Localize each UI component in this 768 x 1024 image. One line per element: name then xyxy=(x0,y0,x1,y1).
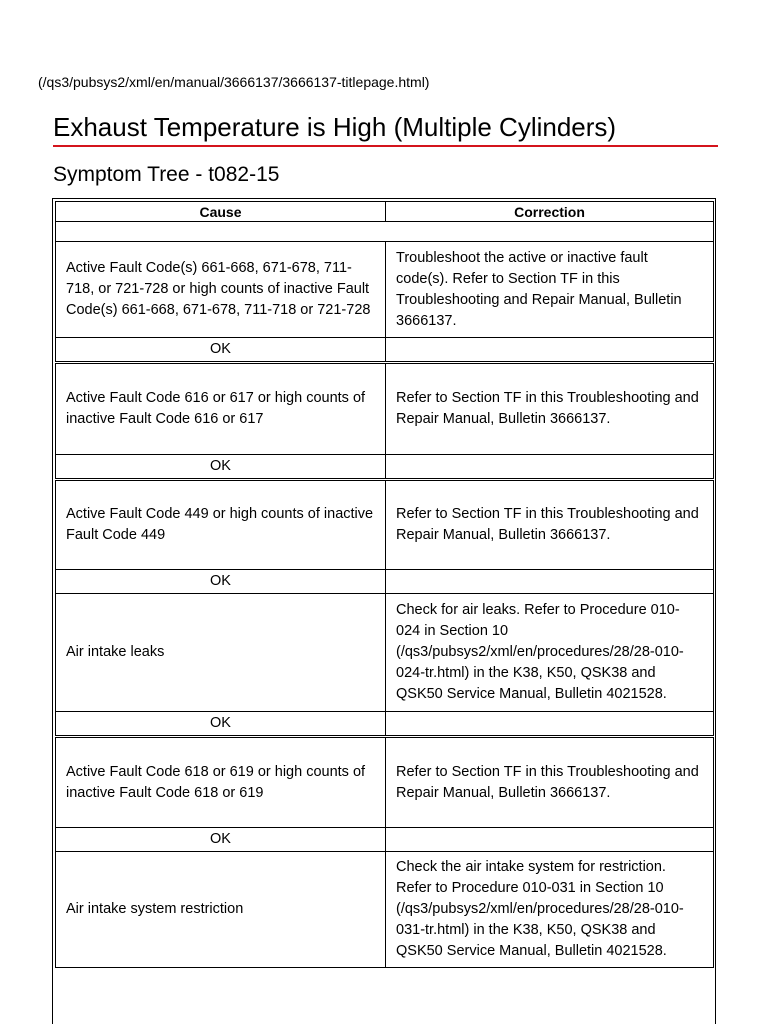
correction-cell: Refer to Section TF in this Troubleshooting and Repair Manual, Bulletin 3666137. xyxy=(386,481,714,570)
cause-cell: Active Fault Code 616 or 617 or high counts of inactive Fault Code 616 or 617 xyxy=(56,364,386,455)
empty-cell xyxy=(386,828,714,852)
correction-cell: Refer to Section TF in this Troubleshooting and Repair Manual, Bulletin 3666137. xyxy=(386,364,714,455)
table-header-row xyxy=(56,202,714,222)
ok-row xyxy=(56,828,714,852)
empty-cell xyxy=(386,338,714,362)
ok-row xyxy=(56,570,714,594)
correction-cell: Check the air intake system for restriction. Refer to Procedure 010-031 in Section 10 (/qs3/pubsys2/xml/en/procedures/28/28-010-031-tr.html) in the K38, K50, QSK38 and QSK50 Service Manual, Bulletin 4021528. xyxy=(386,852,714,968)
cause-cell: Active Fault Code(s) 661-668, 671-678, 711-718, or 721-728 or high counts of inactive Fault Code(s) 661-668, 671-678, 711-718 or 721-728 xyxy=(56,242,386,338)
cause-column-header: Cause xyxy=(56,202,386,222)
cause-cell: Air intake leaks xyxy=(56,594,386,712)
symptom-tree-table-frame xyxy=(52,198,716,1024)
source-url-link[interactable]: (/qs3/pubsys2/xml/en/manual/3666137/3666137-titlepage.html) xyxy=(38,74,430,90)
cause-cell: Active Fault Code 618 or 619 or high counts of inactive Fault Code 618 or 619 xyxy=(56,738,386,828)
symptom-tree-table xyxy=(55,201,714,968)
page-title: Exhaust Temperature is High (Multiple Cylinders) xyxy=(53,110,718,147)
ok-row xyxy=(56,338,714,362)
correction-cell: Check for air leaks. Refer to Procedure 010-024 in Section 10 (/qs3/pubsys2/xml/en/procedures/28/28-010-024-tr.html) in the K38, K50, QSK38 and QSK50 Service Manual, Bulletin 4021528. xyxy=(386,594,714,712)
ok-row xyxy=(56,455,714,479)
table-row xyxy=(56,481,714,570)
table-row xyxy=(56,738,714,828)
cause-cell: Air intake system restriction xyxy=(56,852,386,968)
ok-label: OK xyxy=(56,828,386,852)
correction-cell: Refer to Section TF in this Troubleshooting and Repair Manual, Bulletin 3666137. xyxy=(386,738,714,828)
ok-label: OK xyxy=(56,712,386,736)
ok-label: OK xyxy=(56,338,386,362)
correction-cell: Troubleshoot the active or inactive fault code(s). Refer to Section TF in this Troubleshooting and Repair Manual, Bulletin 3666137. xyxy=(386,242,714,338)
table-row xyxy=(56,852,714,968)
ok-row xyxy=(56,712,714,736)
empty-cell xyxy=(386,712,714,736)
empty-cell xyxy=(386,455,714,479)
empty-cell xyxy=(386,570,714,594)
table-spacer-row xyxy=(56,222,714,242)
cause-cell: Active Fault Code 449 or high counts of inactive Fault Code 449 xyxy=(56,481,386,570)
ok-label: OK xyxy=(56,570,386,594)
table-row xyxy=(56,594,714,712)
table-row xyxy=(56,242,714,338)
ok-label: OK xyxy=(56,455,386,479)
correction-column-header: Correction xyxy=(386,202,714,222)
table-row xyxy=(56,364,714,455)
symptom-tree-subtitle: Symptom Tree - t082-15 xyxy=(53,163,280,186)
